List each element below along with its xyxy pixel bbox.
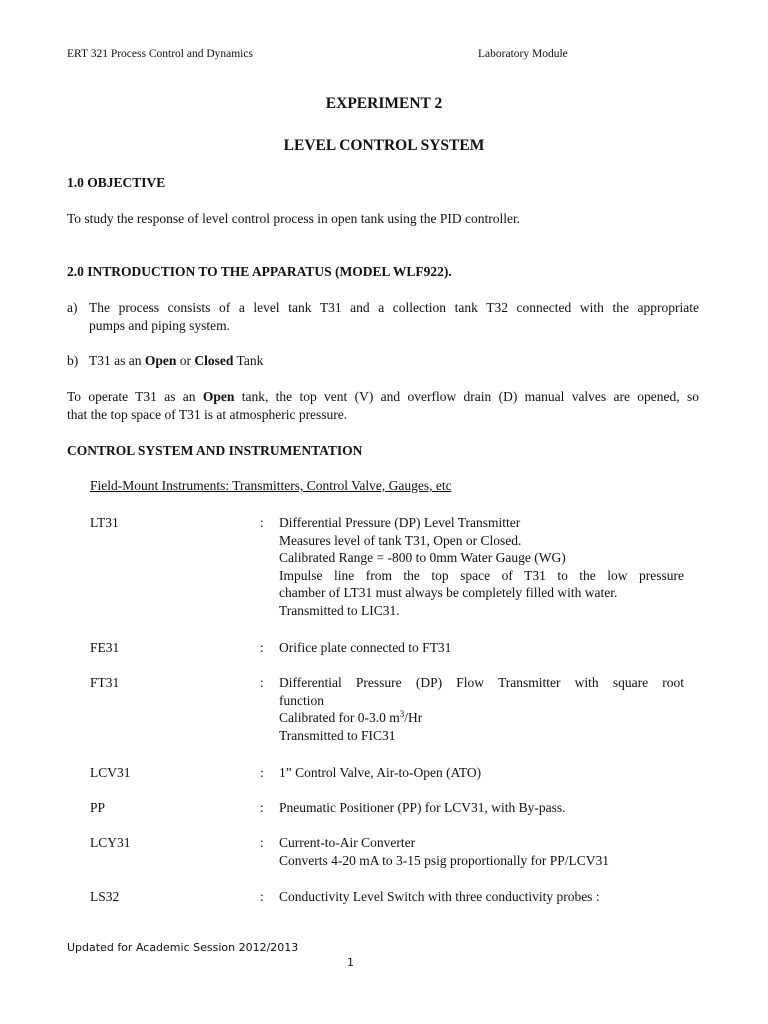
intro-heading: 2.0 INTRODUCTION TO THE APPARATUS (MODEL WLF922).	[67, 264, 452, 279]
colon: :	[260, 889, 264, 904]
open-tank-paragraph-line2: that the top space of T31 is at atmospheric pressure.	[67, 407, 348, 422]
instrument-tag: FE31	[90, 640, 120, 655]
footer-note: Updated for Academic Session 2012/2013	[67, 941, 299, 954]
instrument-description: Differential Pressure (DP) Level Transmitter Measures level of tank T31, Open or Closed. Calibrated Range = -800 to 0mm Water Gauge (WG) Impulse line from the top space of T31 to the low pressure chamber of LT31 must always be completely filled with water. Transmitted to LIC31.	[279, 515, 684, 618]
list-item-b-text: T31 as an Open or Closed Tank	[89, 353, 264, 368]
instrument-tag: LS32	[90, 889, 120, 904]
colon: :	[260, 515, 264, 530]
instrument-tag: LCV31	[90, 765, 131, 780]
running-header-right: Laboratory Module	[478, 48, 568, 60]
closed-emphasis: Closed	[194, 353, 234, 368]
instrument-tag: LT31	[90, 515, 119, 530]
colon: :	[260, 765, 264, 780]
document-title: LEVEL CONTROL SYSTEM	[283, 137, 485, 154]
open-emphasis: Open	[202, 389, 235, 404]
instrument-tag: LCY31	[90, 835, 131, 850]
control-heading: CONTROL SYSTEM AND INSTRUMENTATION	[67, 443, 363, 458]
experiment-title: EXPERIMENT 2	[325, 95, 443, 112]
colon: :	[260, 835, 264, 850]
field-instruments-subheading: Field-Mount Instruments: Transmitters, Control Valve, Gauges, etc	[90, 478, 452, 493]
page-number: 1	[347, 956, 354, 969]
instrument-description: Orifice plate connected to FT31	[279, 640, 452, 655]
open-emphasis: Open	[144, 353, 177, 368]
list-item-a-line2: pumps and piping system.	[89, 318, 230, 333]
colon: :	[260, 800, 264, 815]
instrument-description: Conductivity Level Switch with three conductivity probes :	[279, 889, 600, 904]
list-item-a	[67, 299, 699, 335]
instrument-description: 1” Control Valve, Air-to-Open (ATO)	[279, 765, 482, 780]
objective-text: To study the response of level control process in open tank using the PID controller.	[67, 211, 521, 226]
colon: :	[260, 675, 264, 690]
objective-heading: 1.0 OBJECTIVE	[67, 175, 166, 190]
list-item-a-label: a)	[67, 300, 78, 315]
list-item-a-line1: The process consists of a level tank T31 and a collection tank T32 connected with the appropriate	[89, 300, 699, 315]
running-header-left: ERT 321 Process Control and Dynamics	[67, 48, 253, 60]
colon: :	[260, 640, 264, 655]
list-item-b-label: b)	[67, 353, 79, 368]
instrument-description: Current-to-Air Converter Converts 4-20 mA to 3-15 psig proportionally for PP/LCV31	[279, 835, 609, 868]
instrument-description: Pneumatic Positioner (PP) for LCV31, with By-pass.	[279, 800, 566, 815]
instrument-tag: PP	[90, 800, 106, 815]
instrument-description: Differential Pressure (DP) Flow Transmitter with square root function Calibrated for 0-3.0 $m^3/Hr$ Transmitted to FIC31	[279, 675, 684, 743]
open-tank-paragraph-line1: To operate T31 as an Open tank, the top vent (V) and overflow drain (D) manual valves are opened, so	[67, 389, 699, 404]
instrument-tag: FT31	[90, 675, 120, 690]
